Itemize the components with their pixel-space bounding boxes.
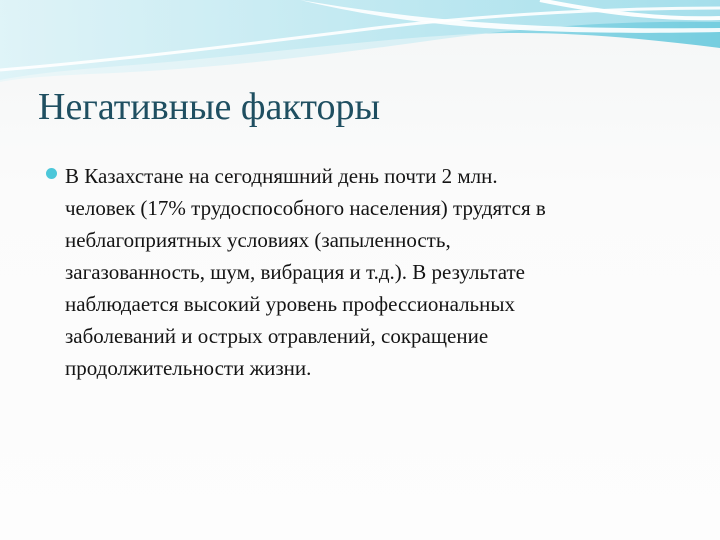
slide-title: Негативные факторы	[38, 86, 380, 128]
bullet-list	[46, 160, 686, 384]
list-item	[46, 160, 686, 384]
header-wave-decoration	[0, 0, 720, 90]
bullet-text: В Казахстане на сегодняшний день почти 2 млн. человек (17% трудоспособного населения) трудятся в неблагоприятных условиях (запыленность, загазованность, шум, вибрация и т.д.). В результате наблюдается высокий уровень профессиональных заболеваний и острых отравлений, сокращение продолжительности жизни.	[65, 164, 546, 380]
bullet-dot-icon	[46, 168, 57, 179]
